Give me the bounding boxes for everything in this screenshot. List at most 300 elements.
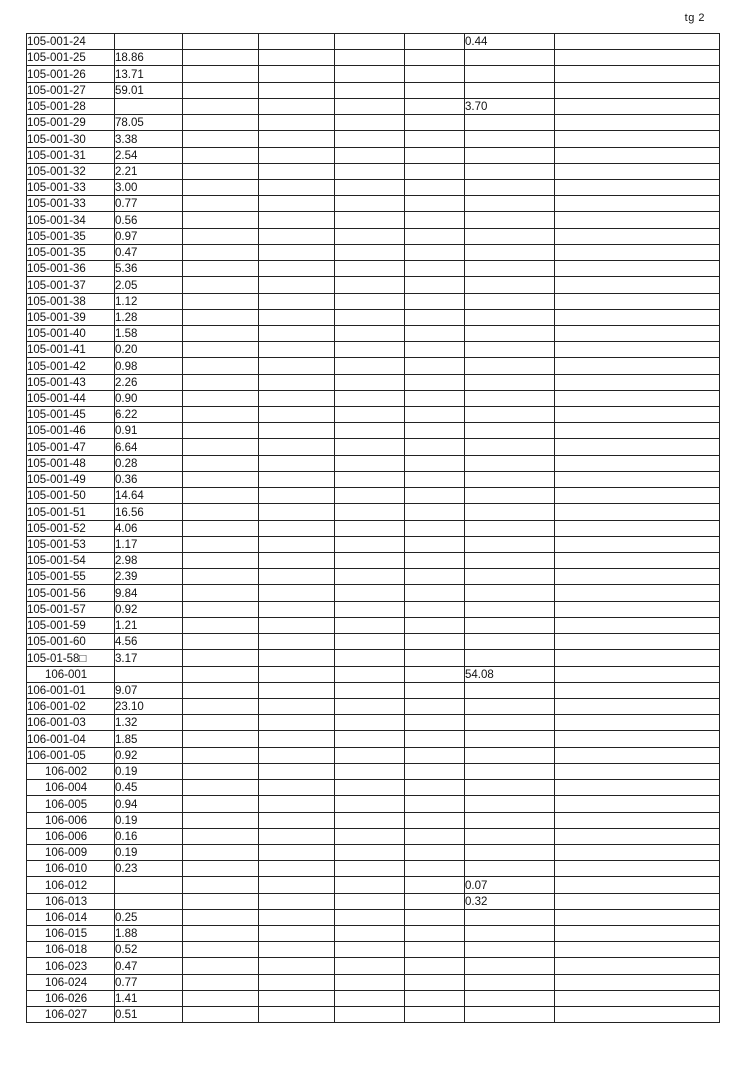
blank-cell [183,488,259,504]
blank-cell [555,844,720,860]
area-value-cell: 0.56 [115,212,183,228]
table-row [27,780,720,796]
parcel-code-cell: 105-001-39 [27,309,115,325]
blank-cell [259,553,335,569]
blank-cell [183,990,259,1006]
table-row [27,212,720,228]
blank-cell [405,244,465,260]
area-value-cell: 2.05 [115,277,183,293]
blank-cell [259,407,335,423]
parcel-code-cell: 105-001-33 [27,179,115,195]
blank-cell [335,763,405,779]
blank-cell [405,163,465,179]
blank-cell [405,682,465,698]
note-value-cell [465,50,555,66]
parcel-code-cell: 105-001-59 [27,617,115,633]
table-row [27,244,720,260]
parcel-code-cell: 105-001-51 [27,504,115,520]
table-row [27,455,720,471]
blank-cell [405,715,465,731]
blank-cell [335,277,405,293]
note-value-cell [465,1007,555,1023]
blank-cell [405,147,465,163]
area-value-cell: 0.36 [115,471,183,487]
page-number: tg 2 [684,12,705,24]
area-value-cell [115,893,183,909]
blank-cell [183,1007,259,1023]
note-value-cell: 54.08 [465,666,555,682]
blank-cell [555,698,720,714]
blank-cell [259,585,335,601]
note-value-cell [465,325,555,341]
blank-cell [259,163,335,179]
table-row [27,147,720,163]
blank-cell [335,780,405,796]
blank-cell [405,358,465,374]
area-value-cell: 2.98 [115,553,183,569]
blank-cell [183,536,259,552]
parcel-code-cell: 105-001-38 [27,293,115,309]
blank-cell [335,471,405,487]
blank-cell [183,131,259,147]
blank-cell [183,179,259,195]
blank-cell [335,569,405,585]
note-value-cell [465,261,555,277]
parcel-code-cell: 106-009 [27,844,115,860]
blank-cell [183,309,259,325]
blank-cell [555,325,720,341]
blank-cell [555,796,720,812]
area-value-cell: 0.92 [115,747,183,763]
blank-cell [183,82,259,98]
blank-cell [555,536,720,552]
blank-cell [183,585,259,601]
blank-cell [183,763,259,779]
note-value-cell [465,309,555,325]
blank-cell [555,990,720,1006]
blank-cell [405,974,465,990]
note-value-cell [465,958,555,974]
blank-cell [183,877,259,893]
blank-cell [405,942,465,958]
area-value-cell: 3.38 [115,131,183,147]
blank-cell [555,423,720,439]
parcel-code-cell: 105-001-35 [27,228,115,244]
blank-cell [405,731,465,747]
blank-cell [259,1007,335,1023]
table-row [27,796,720,812]
area-value-cell: 0.92 [115,601,183,617]
blank-cell [335,666,405,682]
blank-cell [183,634,259,650]
blank-cell [259,942,335,958]
note-value-cell [465,277,555,293]
note-value-cell [465,715,555,731]
blank-cell [183,617,259,633]
blank-cell [183,212,259,228]
table-row [27,471,720,487]
blank-cell [405,585,465,601]
area-value-cell: 0.45 [115,780,183,796]
table-row [27,747,720,763]
table-row [27,504,720,520]
blank-cell [405,828,465,844]
parcel-code-cell: 105-001-34 [27,212,115,228]
blank-cell [183,682,259,698]
table-row [27,958,720,974]
blank-cell [335,309,405,325]
parcel-code-cell: 105-001-49 [27,471,115,487]
blank-cell [335,455,405,471]
area-value-cell: 0.90 [115,390,183,406]
note-value-cell [465,423,555,439]
blank-cell [335,731,405,747]
blank-cell [259,715,335,731]
blank-cell [183,504,259,520]
table-row [27,196,720,212]
blank-cell [405,309,465,325]
area-value-cell: 0.23 [115,861,183,877]
blank-cell [183,277,259,293]
blank-cell [555,147,720,163]
note-value-cell [465,115,555,131]
area-value-cell: 16.56 [115,504,183,520]
parcel-code-cell: 105-001-41 [27,342,115,358]
blank-cell [555,34,720,50]
blank-cell [405,504,465,520]
blank-cell [405,179,465,195]
blank-cell [259,617,335,633]
blank-cell [259,358,335,374]
blank-cell [555,358,720,374]
blank-cell [335,796,405,812]
area-value-cell: 9.84 [115,585,183,601]
parcel-code-cell: 106-015 [27,926,115,942]
blank-cell [555,715,720,731]
blank-cell [183,698,259,714]
table-row [27,763,720,779]
note-value-cell [465,926,555,942]
area-value-cell: 3.00 [115,179,183,195]
blank-cell [183,780,259,796]
blank-cell [405,196,465,212]
parcel-code-cell: 106-001-04 [27,731,115,747]
area-value-cell: 18.86 [115,50,183,66]
note-value-cell: 3.70 [465,98,555,114]
blank-cell [405,634,465,650]
blank-cell [183,893,259,909]
blank-cell [183,666,259,682]
blank-cell [183,958,259,974]
parcel-code-cell: 105-001-44 [27,390,115,406]
area-value-cell: 1.85 [115,731,183,747]
blank-cell [405,471,465,487]
blank-cell [335,423,405,439]
area-value-cell: 0.52 [115,942,183,958]
blank-cell [259,796,335,812]
blank-cell [555,228,720,244]
blank-cell [335,293,405,309]
blank-cell [259,731,335,747]
note-value-cell [465,358,555,374]
blank-cell [555,342,720,358]
note-value-cell [465,601,555,617]
blank-cell [555,66,720,82]
blank-cell [555,115,720,131]
blank-cell [405,1007,465,1023]
blank-cell [555,569,720,585]
blank-cell [259,82,335,98]
blank-cell [335,520,405,536]
blank-cell [555,98,720,114]
note-value-cell [465,82,555,98]
area-value-cell: 1.17 [115,536,183,552]
note-value-cell [465,974,555,990]
blank-cell [555,926,720,942]
blank-cell [183,471,259,487]
note-value-cell [465,520,555,536]
blank-cell [555,50,720,66]
area-value-cell: 0.20 [115,342,183,358]
blank-cell [405,780,465,796]
blank-cell [183,926,259,942]
blank-cell [405,228,465,244]
parcel-code-cell: 106-014 [27,909,115,925]
blank-cell [335,990,405,1006]
blank-cell [335,66,405,82]
blank-cell [183,293,259,309]
note-value-cell [465,553,555,569]
parcel-code-cell: 105-001-52 [27,520,115,536]
table-row [27,893,720,909]
parcel-code-cell: 105-001-26 [27,66,115,82]
blank-cell [405,812,465,828]
blank-cell [405,131,465,147]
ledger-table [26,33,720,1023]
note-value-cell [465,390,555,406]
blank-cell [183,715,259,731]
blank-cell [405,877,465,893]
area-value-cell: 2.39 [115,569,183,585]
blank-cell [335,163,405,179]
blank-cell [555,942,720,958]
blank-cell [259,439,335,455]
blank-cell [183,196,259,212]
blank-cell [183,163,259,179]
blank-cell [405,66,465,82]
area-value-cell: 6.64 [115,439,183,455]
blank-cell [335,374,405,390]
blank-cell [183,50,259,66]
blank-cell [259,504,335,520]
note-value-cell [465,844,555,860]
area-value-cell: 2.54 [115,147,183,163]
blank-cell [259,828,335,844]
blank-cell [183,974,259,990]
table-row [27,844,720,860]
blank-cell [335,877,405,893]
blank-cell [335,747,405,763]
blank-cell [405,212,465,228]
blank-cell [259,877,335,893]
parcel-code-cell: 105-001-28 [27,98,115,114]
blank-cell [183,553,259,569]
area-value-cell: 0.91 [115,423,183,439]
blank-cell [405,455,465,471]
parcel-code-cell: 105-001-32 [27,163,115,179]
note-value-cell [465,439,555,455]
blank-cell [335,585,405,601]
blank-cell [555,877,720,893]
parcel-code-cell: 105-001-43 [27,374,115,390]
area-value-cell: 0.16 [115,828,183,844]
area-value-cell: 0.28 [115,455,183,471]
blank-cell [555,504,720,520]
parcel-code-cell: 106-024 [27,974,115,990]
blank-cell [183,423,259,439]
table-row [27,407,720,423]
table-row [27,520,720,536]
parcel-code-cell: 106-027 [27,1007,115,1023]
blank-cell [555,390,720,406]
note-value-cell [465,585,555,601]
blank-cell [555,244,720,260]
blank-cell [555,909,720,925]
parcel-code-cell: 106-005 [27,796,115,812]
blank-cell [555,812,720,828]
note-value-cell [465,293,555,309]
blank-cell [555,601,720,617]
blank-cell [335,439,405,455]
area-value-cell: 0.97 [115,228,183,244]
blank-cell [555,163,720,179]
parcel-code-cell: 105-001-35 [27,244,115,260]
note-value-cell [465,731,555,747]
blank-cell [405,763,465,779]
blank-cell [405,50,465,66]
blank-cell [555,682,720,698]
table-row [27,536,720,552]
blank-cell [259,131,335,147]
area-value-cell: 1.41 [115,990,183,1006]
blank-cell [555,650,720,666]
blank-cell [259,147,335,163]
table-row [27,228,720,244]
blank-cell [335,926,405,942]
blank-cell [259,698,335,714]
blank-cell [335,682,405,698]
blank-cell [405,958,465,974]
table-row [27,488,720,504]
blank-cell [335,358,405,374]
note-value-cell [465,66,555,82]
area-value-cell: 0.94 [115,796,183,812]
note-value-cell [465,536,555,552]
blank-cell [183,66,259,82]
note-value-cell [465,212,555,228]
blank-cell [405,82,465,98]
blank-cell [555,731,720,747]
table-row [27,34,720,50]
blank-cell [555,488,720,504]
parcel-code-cell: 106-002 [27,763,115,779]
parcel-code-cell: 105-001-25 [27,50,115,66]
blank-cell [183,861,259,877]
note-value-cell [465,374,555,390]
table-row [27,50,720,66]
note-value-cell [465,504,555,520]
area-value-cell: 0.19 [115,844,183,860]
parcel-code-cell: 106-001-02 [27,698,115,714]
area-value-cell: 4.06 [115,520,183,536]
blank-cell [335,828,405,844]
table-row [27,358,720,374]
blank-cell [405,601,465,617]
table-row [27,909,720,925]
parcel-code-cell: 106-006 [27,812,115,828]
blank-cell [183,731,259,747]
blank-cell [259,488,335,504]
table-row [27,325,720,341]
parcel-code-cell: 105-001-50 [27,488,115,504]
area-value-cell: 1.88 [115,926,183,942]
blank-cell [335,131,405,147]
table-row [27,715,720,731]
blank-cell [555,861,720,877]
blank-cell [405,423,465,439]
blank-cell [405,569,465,585]
parcel-code-cell: 106-023 [27,958,115,974]
note-value-cell [465,634,555,650]
note-value-cell [465,942,555,958]
area-value-cell: 0.25 [115,909,183,925]
blank-cell [335,536,405,552]
blank-cell [405,374,465,390]
parcel-code-cell: 105-001-48 [27,455,115,471]
blank-cell [335,601,405,617]
area-value-cell: 0.47 [115,244,183,260]
blank-cell [259,893,335,909]
note-value-cell [465,747,555,763]
blank-cell [335,228,405,244]
blank-cell [555,293,720,309]
blank-cell [405,325,465,341]
parcel-code-cell: 105-001-55 [27,569,115,585]
blank-cell [335,861,405,877]
parcel-code-cell: 105-001-40 [27,325,115,341]
parcel-code-cell: 106-010 [27,861,115,877]
area-value-cell: 0.51 [115,1007,183,1023]
table-row [27,423,720,439]
area-value-cell [115,34,183,50]
area-value-cell: 2.21 [115,163,183,179]
table-row [27,179,720,195]
blank-cell [555,893,720,909]
area-value-cell: 0.77 [115,196,183,212]
note-value-cell [465,828,555,844]
blank-cell [259,325,335,341]
table-row [27,926,720,942]
blank-cell [405,407,465,423]
parcel-code-cell: 105-001-30 [27,131,115,147]
table-row [27,585,720,601]
blank-cell [405,893,465,909]
blank-cell [555,520,720,536]
note-value-cell [465,455,555,471]
blank-cell [335,974,405,990]
blank-cell [183,261,259,277]
note-value-cell [465,650,555,666]
